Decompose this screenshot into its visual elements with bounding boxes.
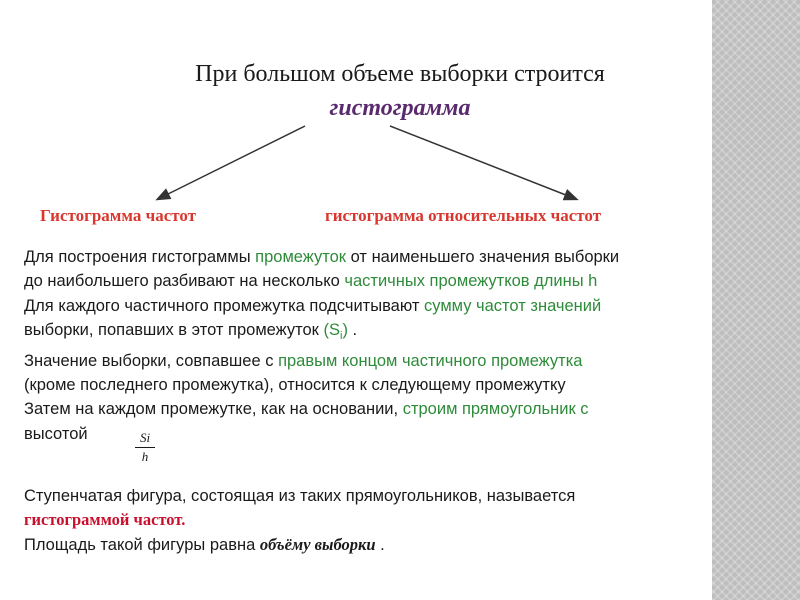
text-line: гистограммой частот.: [24, 510, 186, 530]
text-line: выборки, попавших в этот промежуток $(S_i)$ .: [24, 321, 358, 343]
formula-denominator: h: [135, 447, 155, 466]
right-arrow: [390, 126, 576, 199]
text-line: высотой: [24, 424, 88, 443]
height-formula: [135, 429, 155, 466]
subheading-frequency-histogram: Гистограмма частот: [40, 206, 196, 225]
formula-numerator: Si: [139, 430, 151, 445]
text-line: Площадь такой фигуры равна объёму выборки .: [24, 534, 385, 554]
text-line: Значение выборки, совпавшее с правым концом частичного промежутка: [24, 351, 583, 370]
text-line: (кроме последнего промежутка), относится к следующему промежутку: [24, 376, 566, 395]
slide-title-term: гистограмма: [329, 95, 471, 121]
conclusion-text: [24, 484, 744, 557]
text-line: Для каждого частичного промежутка подсчитывают сумму частот значений: [24, 296, 602, 315]
slide-title: При большом объеме выборки строится: [195, 61, 605, 87]
text-line: до наибольшего разбивают на несколько частичных промежутков длины h: [24, 272, 598, 291]
text-line: Ступенчатая фигура, состоящая из таких прямоугольников, называется: [24, 487, 576, 505]
text-line: Затем на каждом промежутке, как на основании, строим прямоугольник с: [24, 400, 589, 419]
text-line: Для построения гистограммы промежуток от наименьшего значения выборки: [24, 248, 620, 266]
subheading-relative-frequency-histogram: гистограмма относительных частот: [325, 206, 602, 225]
explanation-text: [24, 245, 744, 446]
left-arrow: [158, 126, 305, 199]
